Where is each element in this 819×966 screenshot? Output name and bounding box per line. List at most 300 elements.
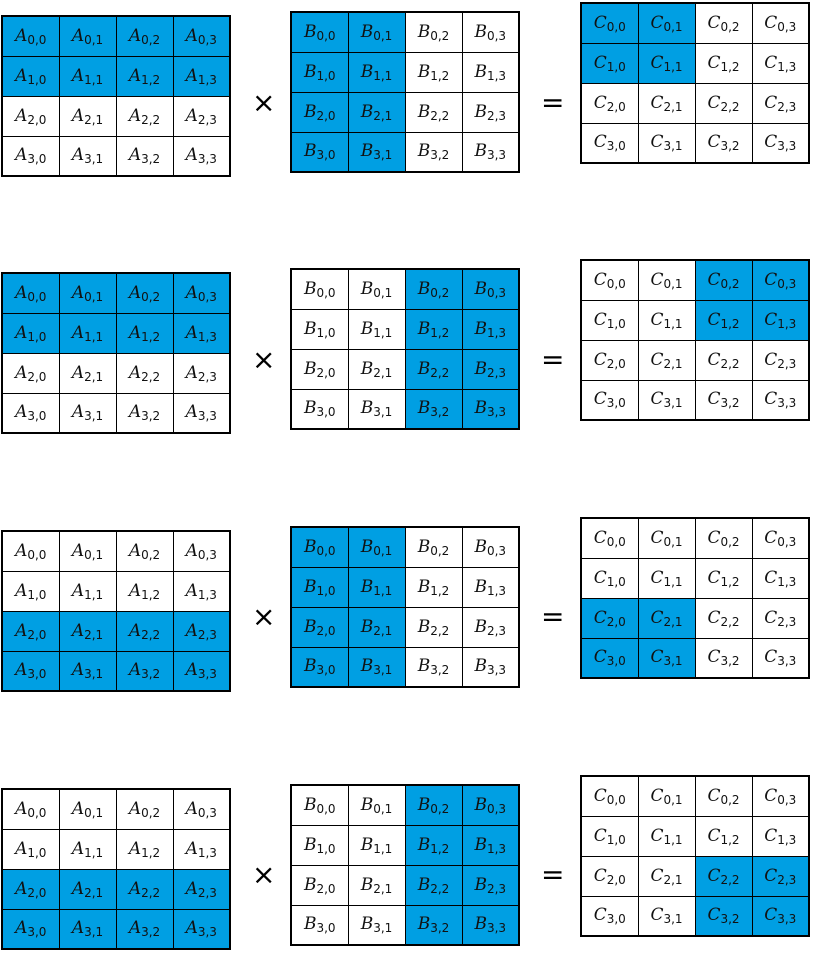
cell-label [707,310,739,330]
times-operator: × [252,343,276,376]
matrix-row [2,611,230,651]
cell-label [594,826,626,846]
cell-index: 3,3 [486,405,507,420]
matrix-cell [695,638,752,678]
cell-index: 3,0 [316,663,336,678]
matrix-cell [695,83,752,123]
cell-label [594,350,626,370]
cell-index: 2,2 [430,365,450,380]
matrix-cell [752,3,809,43]
cell-letter: C [593,132,607,153]
matrix-row [2,789,230,829]
cell-label [186,621,217,641]
cell-letter: A [128,540,142,561]
cell-letter: C [764,12,778,33]
cell-label [764,389,796,409]
cell-letter: C [593,269,607,290]
cell-label [764,310,796,330]
matrix-cell [695,816,752,856]
cell-index: 1,3 [486,325,507,340]
matrix-cell [752,896,809,936]
cell-label [129,323,160,343]
matrix-cell [462,309,519,349]
cell-label [707,905,739,925]
matrix-cell [2,789,59,829]
cell-label [361,398,393,418]
cell-index: 2,1 [373,108,393,123]
matrix-cell [291,12,348,52]
cell-letter: B [417,536,431,557]
cell-index: 0,3 [486,543,507,558]
cell-letter: A [71,838,85,859]
matrix-row [2,273,230,313]
cell-index: 3,2 [430,148,450,163]
cell-letter: A [185,362,198,383]
cell-index: 2,3 [486,108,507,123]
cell-label [361,22,393,42]
cell-letter: C [764,567,778,588]
cell-label [474,141,506,161]
matrix-cell [173,789,230,829]
cell-letter: A [71,798,85,819]
matrix-cell [695,896,752,936]
cell-label [650,905,682,925]
cell-letter: A [15,798,28,819]
matrix-cell [638,816,695,856]
matrix-cell [2,909,59,949]
cell-letter: A [71,105,85,126]
cell-label [15,918,46,938]
cell-label [304,141,336,161]
cell-label [129,621,160,641]
cell-label [129,106,160,126]
cell-label [72,879,103,899]
matrix-cell [348,905,405,945]
cell-label [15,26,46,46]
matrix-row [581,598,809,638]
cell-label [72,402,103,422]
cell-label [418,62,450,82]
matrix-cell [462,52,519,92]
matrix-cell [59,571,116,611]
cell-letter: C [593,309,607,330]
cell-letter: A [15,145,28,166]
cell-letter: A [185,838,198,859]
cell-label [72,26,103,46]
cell-letter: B [303,914,317,935]
cell-letter: A [128,105,142,126]
cell-label [707,53,739,73]
cell-letter: C [650,52,664,73]
cell-letter: C [650,349,664,370]
cell-letter: A [185,540,198,561]
matrix-cell [2,96,59,136]
cell-index: 2,0 [606,356,626,371]
cell-letter: C [650,905,664,926]
cell-index: 0,1 [84,289,104,304]
cell-letter: C [593,52,607,73]
cell-letter: C [707,389,721,410]
matrix-cell [638,3,695,43]
cell-letter: B [360,576,374,597]
cell-label [594,389,626,409]
cell-letter: A [128,65,142,86]
cell-index: 2,2 [430,881,450,896]
cell-index: 2,1 [373,881,393,896]
matrix-row [2,136,230,176]
equals-operator: = [541,858,565,891]
matrix-cell [638,300,695,340]
cell-index: 0,2 [720,534,740,549]
matrix-row [291,349,519,389]
cell-letter: C [764,389,778,410]
cell-label [361,102,393,122]
matrix-cell [116,393,173,433]
cell-index: 2,0 [606,872,626,887]
cell-letter: A [128,145,142,166]
matrix-cell [581,856,638,896]
cell-label [707,866,739,886]
cell-label [72,66,103,86]
cell-label [650,53,682,73]
cell-index: 1,2 [430,68,450,83]
cell-index: 0,2 [141,289,161,304]
matrix-cell [2,611,59,651]
matrix-cell [695,260,752,300]
matrix-cell [581,558,638,598]
matrix-cell [695,558,752,598]
matrix-row [581,896,809,936]
cell-label [129,402,160,422]
cell-letter: C [650,92,664,113]
cell-letter: B [474,101,487,122]
cell-letter: B [474,656,487,677]
matrix-cell [59,829,116,869]
matrix-row [2,909,230,949]
cell-label [72,363,103,383]
matrix-cell [638,340,695,380]
cell-letter: B [474,616,487,637]
matrix-cell [752,340,809,380]
cell-label [186,363,217,383]
cell-label [474,795,506,815]
matrix-row [291,905,519,945]
cell-label [72,541,103,561]
cell-letter: C [650,865,664,886]
cell-index: 1,3 [197,329,217,344]
cell-letter: C [764,309,778,330]
cell-letter: B [303,794,317,815]
cell-index: 2,1 [84,627,104,642]
matrix-cell [405,785,462,825]
cell-label [72,918,103,938]
cell-label [186,145,217,165]
cell-label [594,866,626,886]
matrix-cell [752,43,809,83]
matrix-cell [752,518,809,558]
matrix-cell [348,12,405,52]
cell-index: 0,0 [27,805,47,820]
matrix-cell [462,865,519,905]
cell-letter: B [303,536,317,557]
cell-label [650,568,682,588]
matrix-row [581,340,809,380]
cell-index: 0,3 [486,801,507,816]
cell-letter: A [71,362,85,383]
cell-letter: C [764,132,778,153]
cell-letter: A [128,838,142,859]
cell-label [707,647,739,667]
matrix-cell [59,96,116,136]
cell-label [72,581,103,601]
cell-index: 2,2 [430,108,450,123]
cell-index: 0,2 [141,32,161,47]
cell-label [418,141,450,161]
matrix-cell [405,389,462,429]
cell-label [764,608,796,628]
cell-index: 3,3 [486,921,507,936]
cell-label [361,656,393,676]
cell-letter: A [71,660,85,681]
cell-index: 3,2 [720,654,740,669]
cell-label [764,647,796,667]
cell-label [764,826,796,846]
cell-letter: C [707,607,721,628]
cell-letter: B [303,278,317,299]
cell-letter: C [593,607,607,628]
matrix-cell [173,571,230,611]
matrix-cell [116,136,173,176]
cell-label [594,647,626,667]
cell-index: 2,0 [316,623,336,638]
cell-index: 2,0 [27,369,47,384]
cell-letter: A [15,580,28,601]
matrix-row [291,865,519,905]
cell-index: 3,1 [84,152,104,167]
cell-index: 1,1 [373,841,393,856]
cell-label [650,826,682,846]
cell-label [72,106,103,126]
cell-label [304,875,336,895]
cell-label [474,359,506,379]
cell-index: 1,1 [84,845,104,860]
matrix-row [2,313,230,353]
matrix-cell [405,132,462,172]
matrix-cell [116,611,173,651]
matrix-cell [59,136,116,176]
cell-label [474,835,506,855]
cell-label [418,656,450,676]
cell-label [186,66,217,86]
cell-label [304,319,336,339]
cell-letter: C [593,865,607,886]
cell-letter: B [417,398,431,419]
cell-letter: B [303,576,317,597]
matrix-cell [116,909,173,949]
cell-index: 0,1 [663,19,683,34]
matrix-cell [348,785,405,825]
matrix-cell [752,260,809,300]
cell-label [474,537,506,557]
cell-index: 0,0 [606,534,626,549]
cell-index: 2,0 [27,885,47,900]
matrix-cell [581,380,638,420]
cell-label [418,914,450,934]
cell-label [361,914,393,934]
cell-letter: C [764,527,778,548]
cell-label [418,398,450,418]
matrix-row [581,380,809,420]
cell-index: 1,1 [373,68,393,83]
matrix-cell [462,647,519,687]
cell-index: 2,3 [777,872,797,887]
matrix-cell [348,567,405,607]
cell-label [764,350,796,370]
cell-label [304,577,336,597]
matrix-cell [695,340,752,380]
cell-index: 1,2 [720,832,740,847]
cell-index: 1,3 [486,841,507,856]
cell-letter: B [417,914,431,935]
cell-label [418,835,450,855]
matrix-cell [638,856,695,896]
matrix-cell [348,269,405,309]
cell-label [15,541,46,561]
cell-letter: C [707,309,721,330]
matrix-cell [638,598,695,638]
cell-letter: C [650,269,664,290]
cell-letter: B [417,61,431,82]
cell-letter: C [764,349,778,370]
matrix-cell [405,309,462,349]
cell-index: 1,2 [430,841,450,856]
cell-index: 1,2 [430,325,450,340]
matrix-row [291,12,519,52]
matrix-cell [695,598,752,638]
cell-label [594,568,626,588]
cell-letter: A [71,878,85,899]
cell-index: 3,1 [663,396,683,411]
cell-index: 3,0 [316,405,336,420]
cell-label [15,581,46,601]
matrix-cell [59,651,116,691]
matrix-row [581,43,809,83]
cell-index: 2,3 [777,99,797,114]
matrix-cell [2,651,59,691]
cell-index: 0,1 [373,28,393,43]
cell-label [650,350,682,370]
cell-label [72,145,103,165]
matrix-row [2,571,230,611]
cell-label [650,13,682,33]
cell-index: 3,2 [430,405,450,420]
cell-index: 3,0 [606,396,626,411]
cell-letter: C [650,309,664,330]
cell-letter: A [185,580,198,601]
cell-letter: C [593,12,607,33]
matrix-cell [638,260,695,300]
cell-label [474,22,506,42]
cell-label [650,786,682,806]
matrix-cell [752,856,809,896]
cell-label [15,283,46,303]
matrix-cell [348,52,405,92]
matrix-row [581,260,809,300]
cell-index: 0,2 [141,547,161,562]
times-operator: × [252,858,276,891]
matrix-cell [173,136,230,176]
matrix-cell [462,389,519,429]
matrix-row [291,647,519,687]
matrix-cell [581,43,638,83]
cell-letter: C [707,905,721,926]
matrix-cell [173,829,230,869]
cell-label [474,617,506,637]
matrix-cell [348,607,405,647]
matrix-cell [59,611,116,651]
cell-label [15,621,46,641]
matrix-cell [462,132,519,172]
matrix-cell [59,273,116,313]
cell-letter: A [128,402,142,423]
cell-label [764,905,796,925]
cell-index: 3,0 [316,921,336,936]
cell-index: 1,1 [373,325,393,340]
cell-index: 1,0 [606,316,626,331]
matrix-cell [638,380,695,420]
cell-letter: B [303,61,317,82]
matrix-cell [291,607,348,647]
matrix-cell [291,567,348,607]
matrix-a-step-4 [1,788,231,950]
matrix-row [581,83,809,123]
cell-label [15,839,46,859]
matrix-c-step-4 [580,775,810,937]
cell-index: 2,1 [663,872,683,887]
cell-label [764,13,796,33]
cell-index: 1,0 [316,325,336,340]
cell-label [72,283,103,303]
cell-letter: B [360,278,374,299]
cell-label [474,875,506,895]
cell-letter: A [128,878,142,899]
cell-letter: B [474,874,487,895]
cell-letter: C [764,92,778,113]
matrix-cell [173,96,230,136]
cell-index: 2,1 [663,356,683,371]
cell-index: 2,3 [197,627,217,642]
matrix-cell [638,776,695,816]
cell-letter: B [360,318,374,339]
cell-label [594,132,626,152]
cell-index: 0,1 [373,285,393,300]
cell-index: 0,0 [316,543,336,558]
cell-index: 0,0 [27,289,47,304]
matrix-cell [581,518,638,558]
cell-label [72,621,103,641]
cell-letter: A [185,918,198,939]
matrix-cell [405,12,462,52]
cell-index: 1,3 [197,72,217,87]
cell-label [186,581,217,601]
cell-index: 0,1 [84,547,104,562]
cell-letter: B [360,616,374,637]
cell-index: 2,1 [373,623,393,638]
cell-label [474,279,506,299]
cell-letter: B [360,358,374,379]
cell-label [15,106,46,126]
matrix-cell [462,349,519,389]
